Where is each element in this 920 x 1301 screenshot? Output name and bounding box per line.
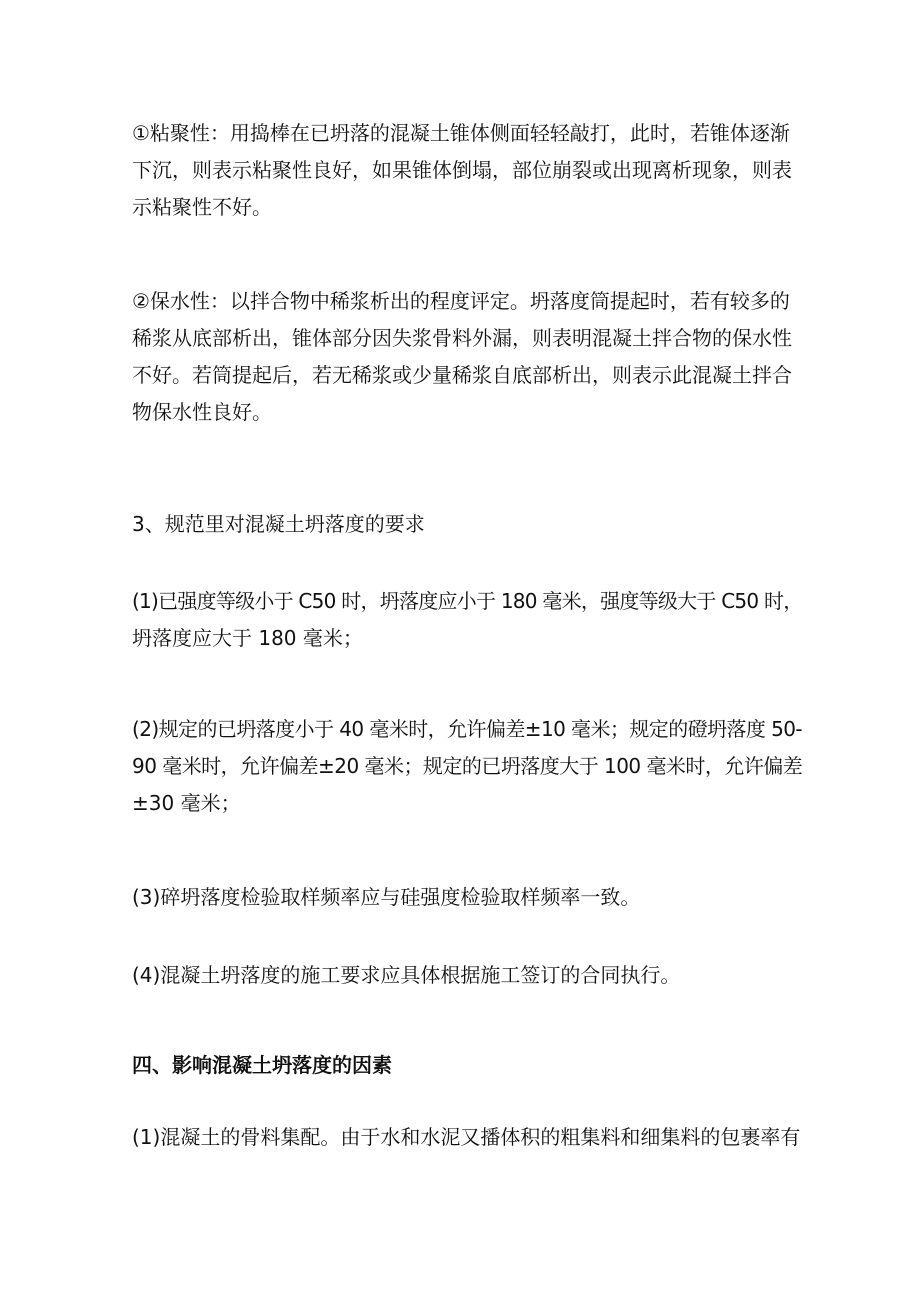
section-title-specification (132, 506, 802, 543)
text-line: (3)碎坍落度检验取样频率应与硅强度检验取样频率一致。 (132, 885, 641, 909)
paragraph-item-2 (132, 711, 802, 822)
text-line: ±30 毫米； (132, 791, 241, 815)
text-line: 四、影响混凝土坍落度的因素 (132, 1053, 392, 1077)
text-line: (2)规定的已坍落度小于 40 毫米时，允许偏差±10 毫米；规定的磴坍落度 50- (132, 717, 803, 741)
text-line: ①粘聚性：用捣棒在已坍落的混凝土锥体侧面轻轻敲打，此时，若锥体逐渐 (132, 121, 790, 145)
text-line: (1)混凝土的骨料集配。由于水和水泥又播体积的粗集料和细集料的包裹率有 (132, 1125, 801, 1149)
text-line: 稀浆从底部析出，锥体部分因失浆骨料外漏，则表明混凝土拌合物的保水性 (132, 326, 792, 350)
text-line: 不好。若筒提起后，若无稀浆或少量稀浆自底部析出，则表示此混凝土拌合 (132, 363, 792, 387)
section-heading-factors (132, 1047, 802, 1084)
text-line: (1)已强度等级小于 C50 时，坍落度应小于 180 毫米，强度等级大于 C50 时， (132, 589, 803, 613)
text-line: 示粘聚性不好。 (132, 195, 272, 219)
paragraph-water-retention (132, 283, 802, 431)
text-line: 3、规范里对混凝土坍落度的要求 (132, 512, 425, 536)
text-line: 物保水性良好。 (132, 400, 272, 424)
text-line: 90 毫米时，允许偏差±20 毫米；规定的已坍落度大于 100 毫米时，允许偏差 (132, 754, 803, 778)
text-line: ②保水性：以拌合物中稀浆析出的程度评定。坍落度筒提起时，若有较多的 (132, 289, 790, 313)
paragraph-item-4 (132, 957, 802, 994)
paragraph-cohesiveness (132, 115, 802, 226)
text-line: 下沉，则表示粘聚性良好，如果锥体倒塌，部位崩裂或出现离析现象，则表 (132, 158, 792, 182)
paragraph-item-3 (132, 879, 802, 916)
text-line: 坍落度应大于 180 毫米； (132, 626, 363, 650)
paragraph-aggregate-gradation (132, 1119, 802, 1156)
text-line: (4)混凝土坍落度的施工要求应具体根据施工签订的合同执行。 (132, 963, 681, 987)
paragraph-item-1 (132, 583, 802, 657)
